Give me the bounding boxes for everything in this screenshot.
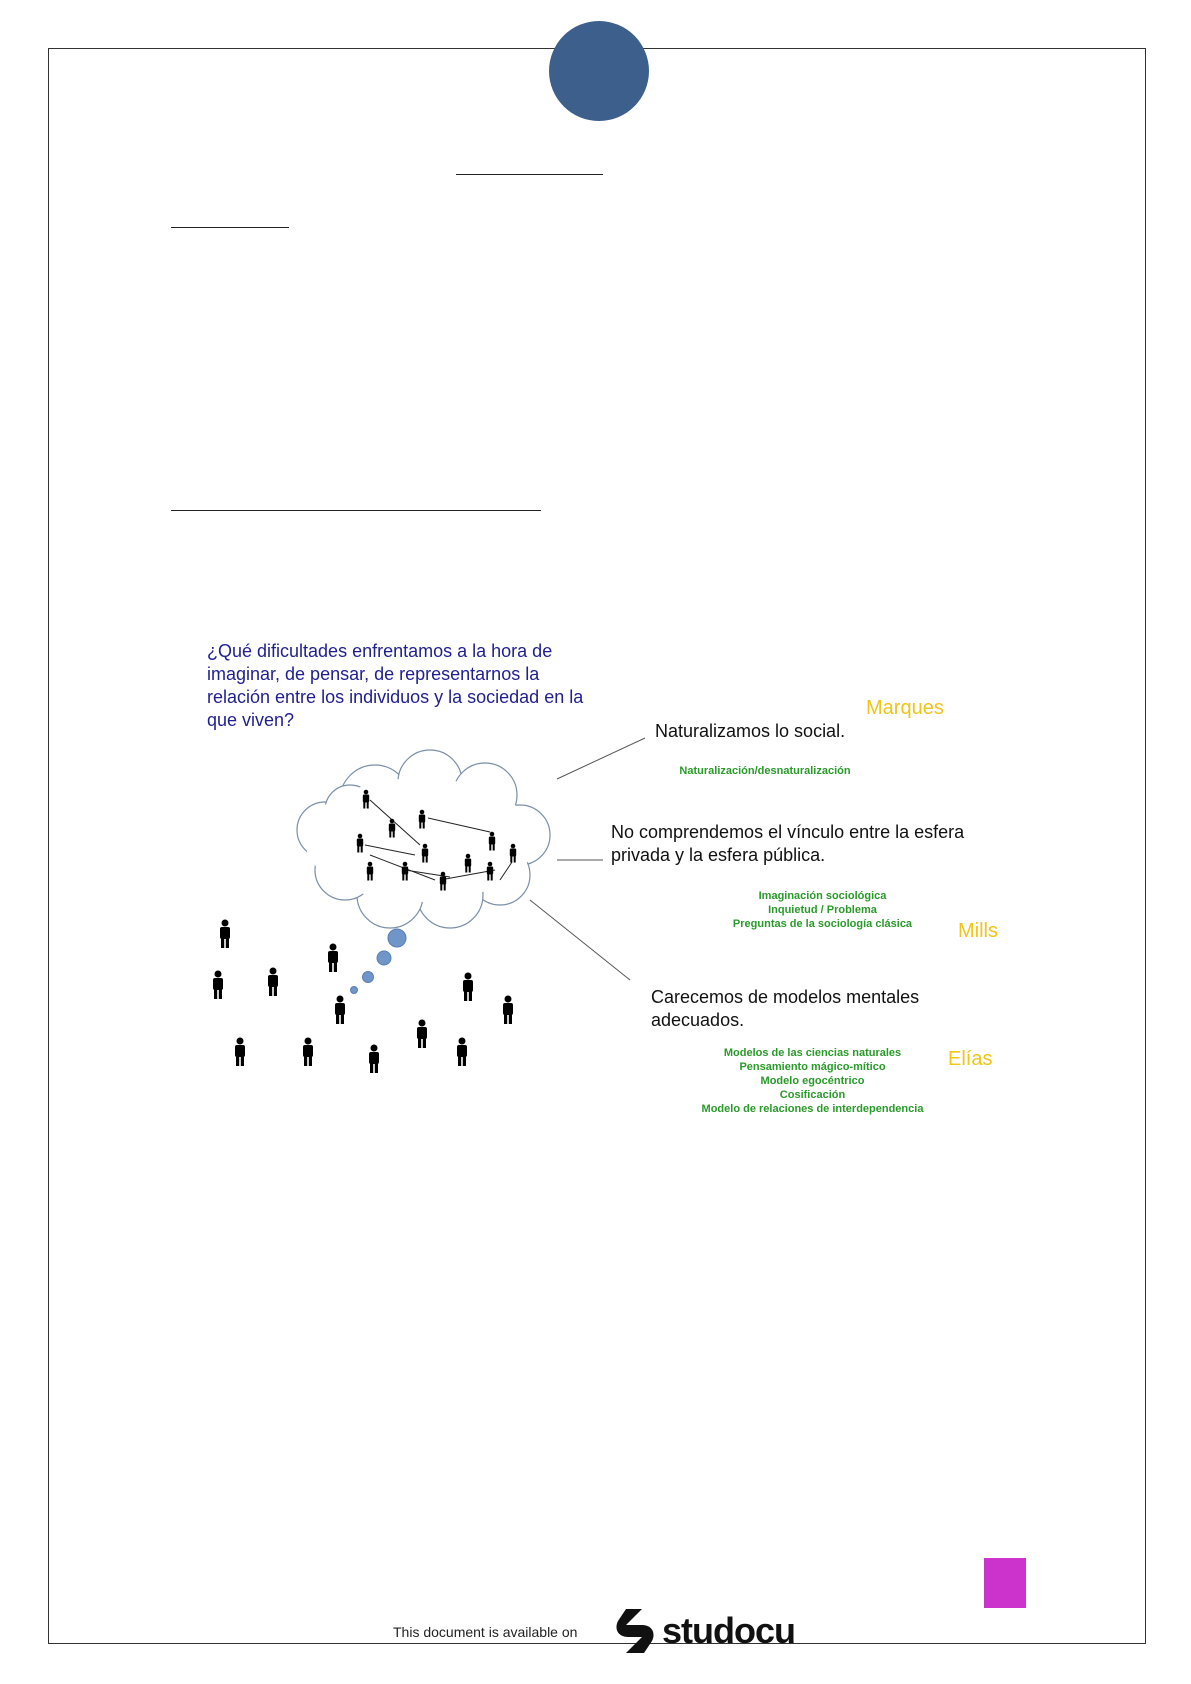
concept-item: Modelo egocéntrico: [760, 1075, 865, 1087]
thought-cloud-icon: [200, 740, 640, 1090]
concept-item: Preguntas de la sociología clásica: [732, 918, 913, 930]
studocu-logo-icon: [612, 1607, 658, 1655]
people-icon: [213, 920, 513, 1074]
concept-item: Naturalización/desnaturalización: [679, 765, 851, 777]
concept-item: Inquietud / Problema: [768, 904, 877, 916]
statement-naturalizamos: Naturalizamos lo social.: [655, 721, 846, 741]
footer-available-text: This document is available on: [393, 1624, 578, 1640]
concept-item: Modelo de relaciones de interdependencia: [701, 1103, 924, 1115]
thought-bubble: [363, 972, 374, 983]
corner-mark: [984, 1558, 1026, 1608]
studocu-wordmark: studocu: [662, 1610, 795, 1651]
statement-modelos: Carecemos de modelos mentales adecuados.: [651, 987, 920, 1030]
author-elias: Elías: [948, 1048, 993, 1070]
statement-vinculo: No comprendemos el vínculo entre la esfera privada y la esfera pública.: [611, 822, 965, 865]
thought-bubble: [377, 951, 391, 965]
concept-item: Imaginación sociológica: [758, 890, 887, 902]
author-marques: Marques: [866, 697, 944, 719]
thought-bubble: [351, 987, 358, 994]
concept-item: Modelos de las ciencias naturales: [723, 1047, 902, 1059]
thought-bubble: [388, 929, 406, 947]
concept-item: Cosificación: [779, 1089, 846, 1101]
concept-item: Pensamiento mágico-mítico: [739, 1061, 886, 1073]
diagram-question: ¿Qué dificultades enfrentamos a la hora de imaginar, de pensar, de representarnos la relación entre los individuos y la sociedad en la que viven?: [207, 641, 584, 730]
author-mills: Mills: [958, 920, 998, 942]
studocu-logo[interactable]: [612, 1606, 795, 1656]
